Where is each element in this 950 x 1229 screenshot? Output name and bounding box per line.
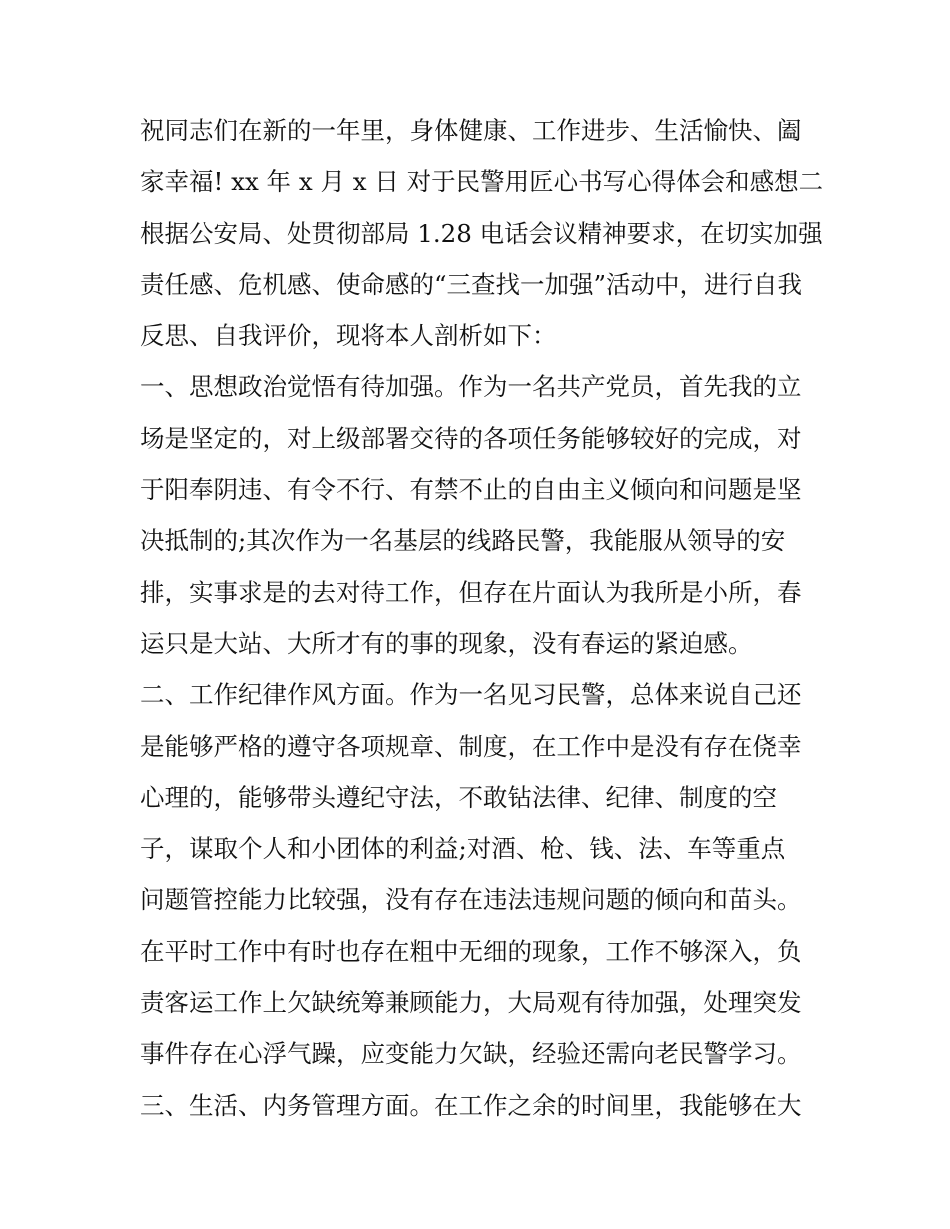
text-line-11: 运只是大站、大所才有的事的现象，没有春运的紧迫感。 [140,628,753,658]
text-line-19: 事件存在心浮气躁，应变能力欠缺，经验还需向老民警学习。 [140,1039,802,1069]
text-line-5: 反思、自我评价，现将本人剖析如下： [140,321,557,351]
text-line-20: 三、生活、内务管理方面。在工作之余的时间里，我能够在大 [140,1090,802,1120]
text-line-15: 子，谋取个人和小团体的利益;对酒、枪、钱、法、车等重点 [140,834,786,864]
text-line-13: 是能够严格的遵守各项规章、制度，在工作中是没有存在侥幸 [140,731,802,761]
text-line-3: 根据公安局、处贯彻部局 1.28 电话会议精神要求，在切实加强 [140,218,823,248]
text-line-2: 家幸福! xx 年 x 月 x 日 对于民警用匠心书写心得体会和感想二 [140,167,824,197]
text-line-4: 责任感、危机感、使命感的“三查找一加强”活动中，进行自我 [140,269,803,299]
text-line-17: 在平时工作中有时也存在粗中无细的现象，工作不够深入，负 [140,936,802,966]
text-line-14: 心理的，能够带头遵纪守法，不敢钻法律、纪律、制度的空 [140,782,777,812]
text-line-18: 责客运工作上欠缺统筹兼顾能力，大局观有待加强，处理突发 [140,988,802,1018]
text-line-6: 一、思想政治觉悟有待加强。作为一名共产党员，首先我的立 [140,372,802,402]
text-line-12: 二、工作纪律作风方面。作为一名见习民警，总体来说自己还 [140,680,802,710]
text-line-9: 决抵制的;其次作为一名基层的线路民警，我能服从领导的安 [140,526,786,556]
text-line-16: 问题管控能力比较强，没有存在违法违规问题的倾向和苗头。 [140,885,802,915]
text-line-10: 排，实事求是的去对待工作，但存在片面认为我所是小所，春 [140,577,802,607]
body-text [140,105,840,1131]
text-line-1: 祝同志们在新的一年里，身体健康、工作进步、生活愉快、阖 [140,116,802,145]
text-line-8: 于阳奉阴违、有令不行、有禁不止的自由主义倾向和问题是坚 [140,475,802,505]
text-line-7: 场是坚定的，对上级部署交待的各项任务能够较好的完成，对 [140,423,802,453]
